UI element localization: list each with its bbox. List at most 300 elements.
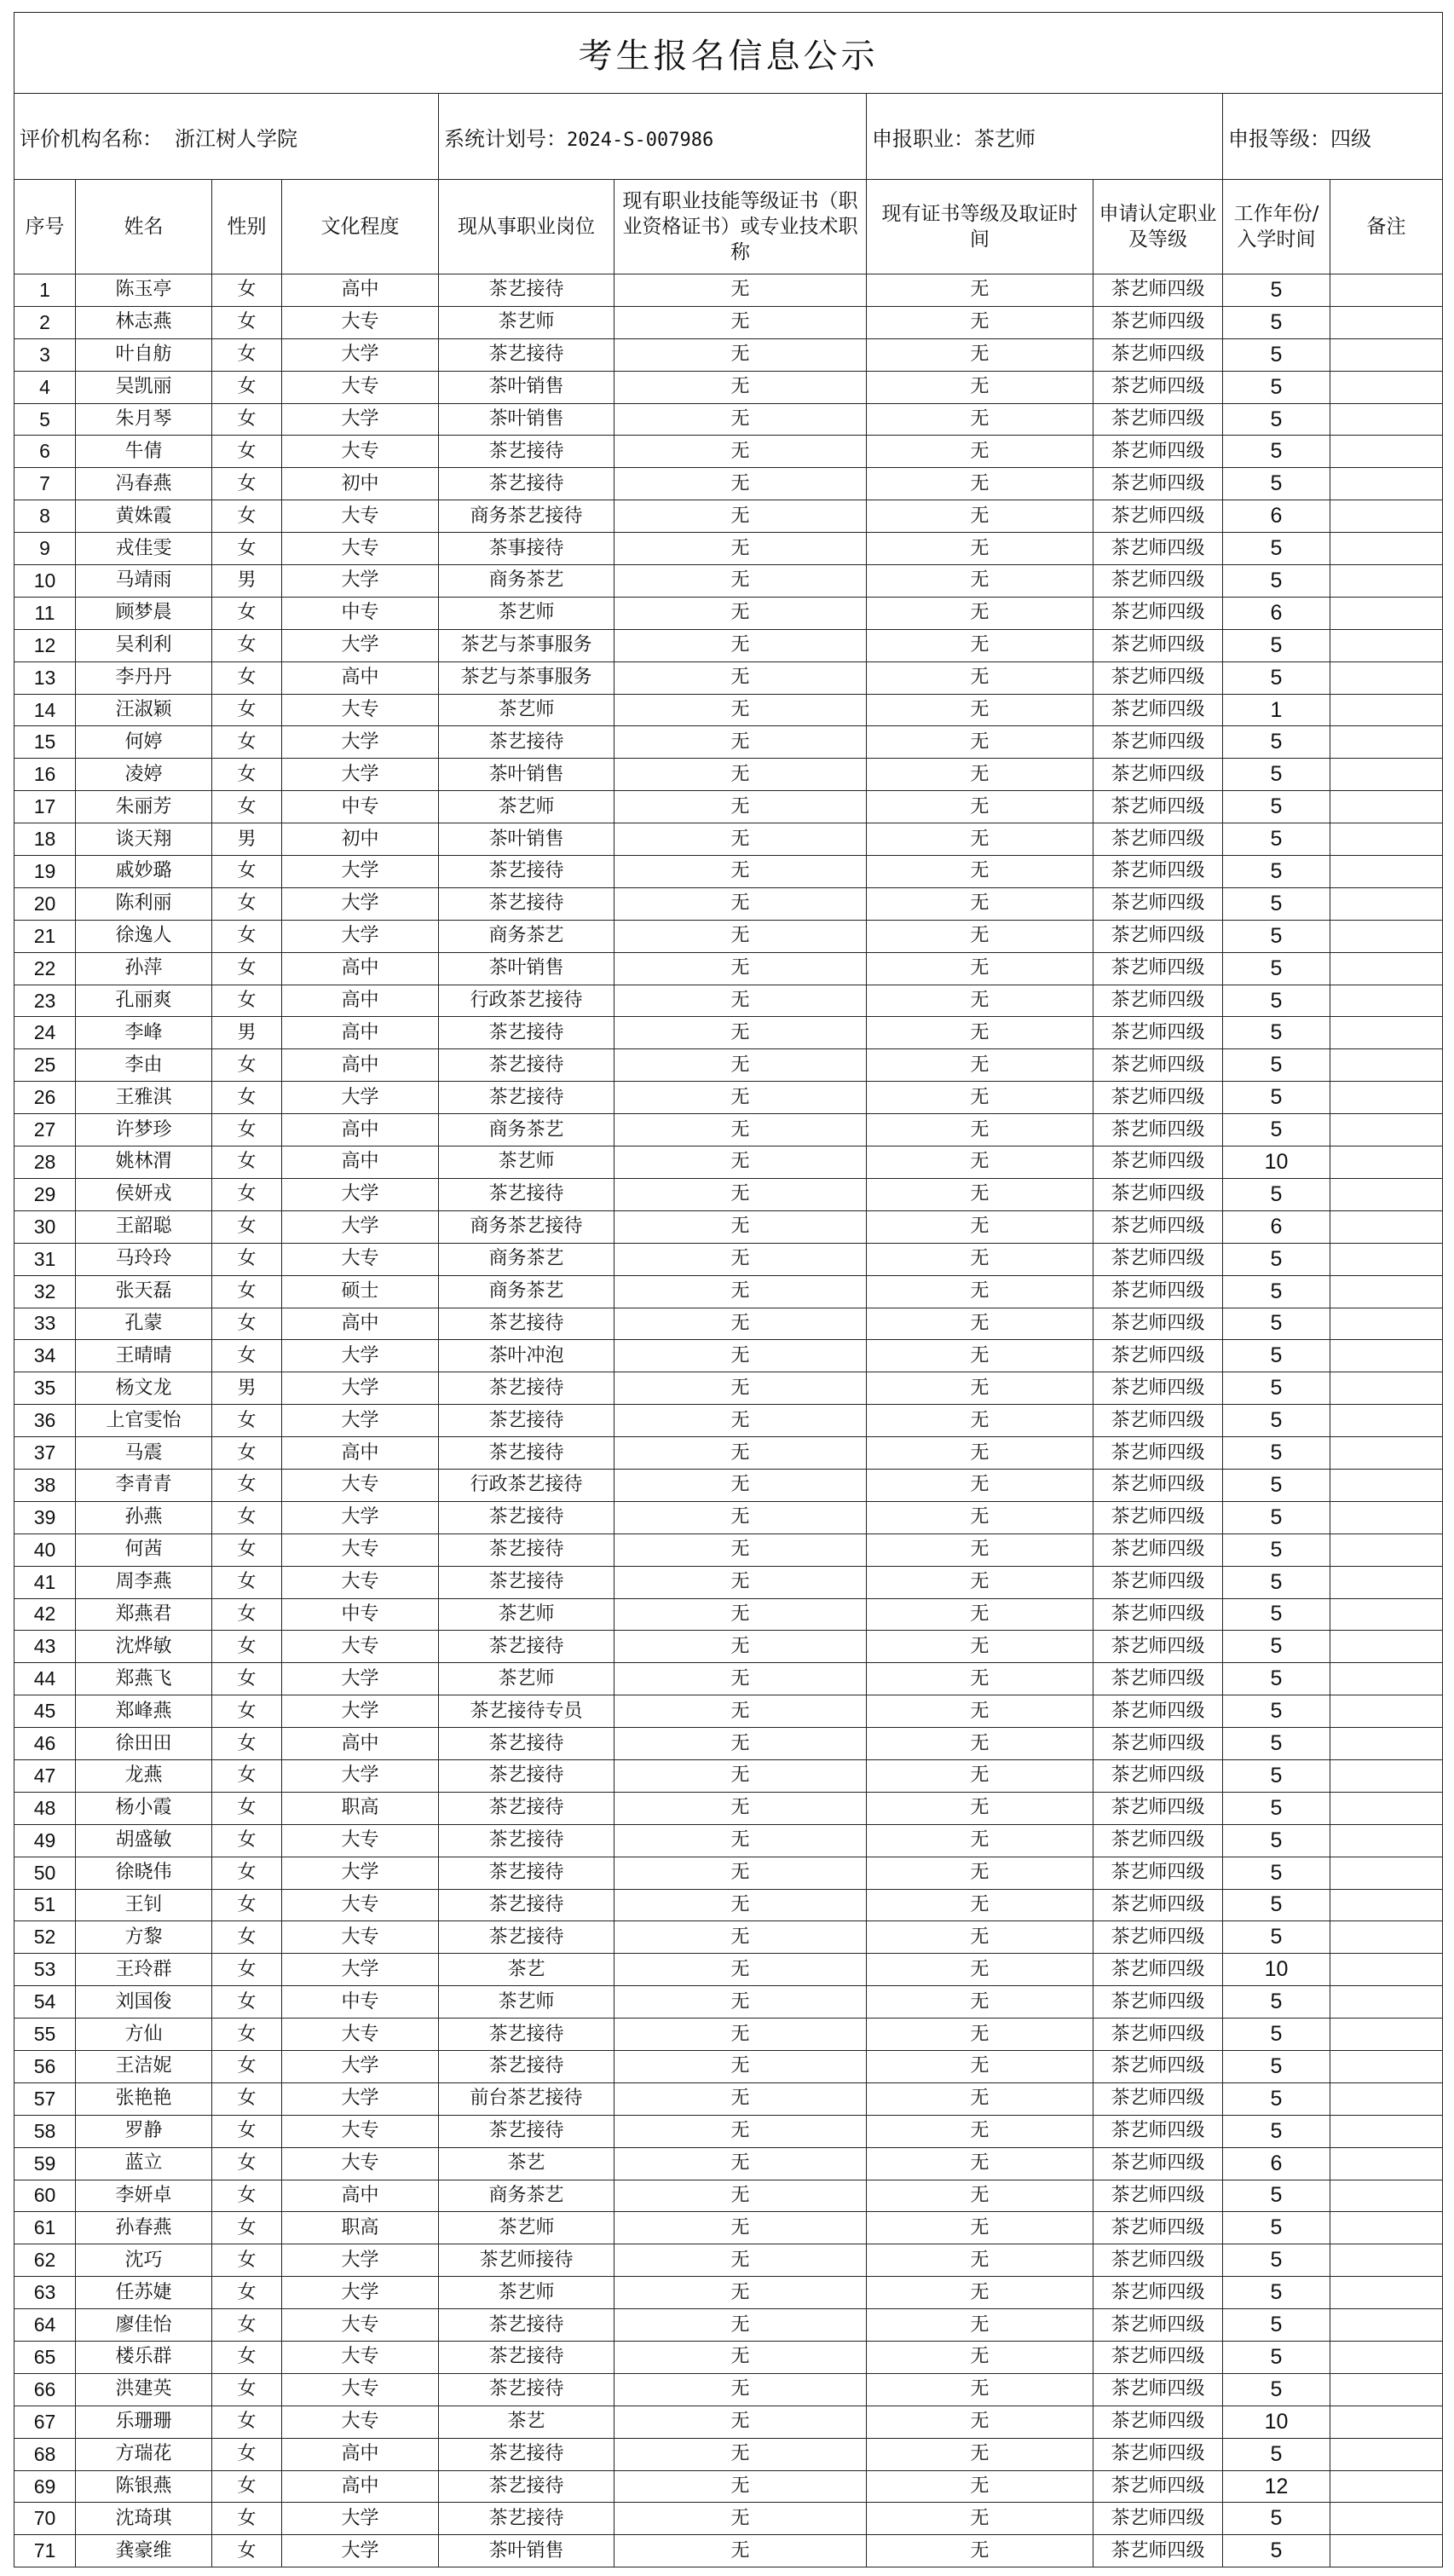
cell-work-years: 5 [1223, 338, 1330, 371]
cell-gender: 女 [212, 1469, 282, 1501]
cell-education: 大学 [282, 1405, 439, 1437]
cell-apply-level: 茶艺师四级 [1093, 1728, 1223, 1760]
cell-gender: 女 [212, 856, 282, 888]
cell-cert: 无 [614, 2019, 867, 2051]
level-label: 申报等级： [1228, 126, 1330, 151]
cell-position: 茶艺接待 [439, 1082, 614, 1114]
cell-name: 王晴晴 [76, 1340, 212, 1372]
cell-gender: 女 [212, 1954, 282, 1986]
table-row [14, 468, 1443, 500]
cell-seq: 59 [14, 2147, 76, 2180]
table-row [14, 1469, 1443, 1501]
cell-name: 陈利丽 [76, 887, 212, 920]
cell-education: 大学 [282, 1210, 439, 1243]
cell-name: 王玲群 [76, 1954, 212, 1986]
cell-work-years: 5 [1223, 533, 1330, 565]
cell-position: 茶艺师 [439, 1146, 614, 1179]
registration-table [14, 12, 1443, 2567]
header-position: 现从事职业岗位 [439, 180, 614, 274]
cell-remark [1330, 985, 1443, 1017]
cell-cert-level-time: 无 [867, 2373, 1093, 2406]
cell-apply-level: 茶艺师四级 [1093, 2309, 1223, 2342]
cell-remark [1330, 1405, 1443, 1437]
cell-education: 大专 [282, 306, 439, 338]
level-value: 四级 [1330, 126, 1371, 151]
cell-work-years: 1 [1223, 694, 1330, 726]
cell-seq: 67 [14, 2406, 76, 2438]
cell-education: 高中 [282, 985, 439, 1017]
cell-education: 大学 [282, 1695, 439, 1728]
cell-gender: 女 [212, 533, 282, 565]
cell-position: 茶叶销售 [439, 403, 614, 436]
cell-name: 陈银燕 [76, 2470, 212, 2503]
cell-work-years: 6 [1223, 1210, 1330, 1243]
cell-apply-level: 茶艺师四级 [1093, 2244, 1223, 2277]
cell-cert-level-time: 无 [867, 1759, 1093, 1792]
cell-name: 李青青 [76, 1469, 212, 1501]
cell-name: 孔丽爽 [76, 985, 212, 1017]
cell-remark [1330, 1857, 1443, 1889]
cell-gender: 女 [212, 1889, 282, 1921]
cell-apply-level: 茶艺师四级 [1093, 1986, 1223, 2019]
cell-education: 职高 [282, 2212, 439, 2244]
cell-education: 高中 [282, 1146, 439, 1179]
cell-name: 王雅淇 [76, 1082, 212, 1114]
cell-name: 李峰 [76, 1017, 212, 1049]
cell-remark [1330, 468, 1443, 500]
cell-apply-level: 茶艺师四级 [1093, 2050, 1223, 2082]
cell-position: 茶艺接待 [439, 1017, 614, 1049]
cell-remark [1330, 1340, 1443, 1372]
cell-apply-level: 茶艺师四级 [1093, 403, 1223, 436]
cell-cert-level-time: 无 [867, 1017, 1093, 1049]
table-row [14, 1082, 1443, 1114]
cell-cert: 无 [614, 1146, 867, 1179]
cell-name: 冯春燕 [76, 468, 212, 500]
cell-name: 郑燕飞 [76, 1663, 212, 1695]
cell-remark [1330, 2050, 1443, 2082]
cell-cert-level-time: 无 [867, 1308, 1093, 1340]
cell-education: 大专 [282, 2342, 439, 2374]
cell-cert: 无 [614, 2212, 867, 2244]
cell-cert: 无 [614, 726, 867, 759]
cell-apply-level: 茶艺师四级 [1093, 2147, 1223, 2180]
cell-seq: 27 [14, 1114, 76, 1146]
cell-name: 王洁妮 [76, 2050, 212, 2082]
cell-remark [1330, 1114, 1443, 1146]
cell-gender: 女 [212, 1114, 282, 1146]
table-row [14, 2373, 1443, 2406]
cell-name: 洪建英 [76, 2373, 212, 2406]
cell-remark [1330, 371, 1443, 403]
cell-name: 吴利利 [76, 629, 212, 661]
cell-cert-level-time: 无 [867, 856, 1093, 888]
table-row [14, 791, 1443, 823]
cell-work-years: 5 [1223, 2503, 1330, 2535]
cell-remark [1330, 1631, 1443, 1663]
cell-work-years: 5 [1223, 1857, 1330, 1889]
cell-cert-level-time: 无 [867, 1695, 1093, 1728]
table-row [14, 2535, 1443, 2567]
table-row [14, 1857, 1443, 1889]
cell-position: 茶艺接待专员 [439, 1695, 614, 1728]
cell-cert: 无 [614, 2342, 867, 2374]
cell-position: 茶艺 [439, 2406, 614, 2438]
cell-cert-level-time: 无 [867, 920, 1093, 952]
cell-work-years: 5 [1223, 2180, 1330, 2212]
table-row [14, 2180, 1443, 2212]
cell-remark [1330, 2342, 1443, 2374]
cell-education: 大学 [282, 2277, 439, 2309]
cell-remark [1330, 1986, 1443, 2019]
cell-cert-level-time: 无 [867, 338, 1093, 371]
cell-name: 徐逸人 [76, 920, 212, 952]
table-row [14, 2342, 1443, 2374]
cell-remark [1330, 1824, 1443, 1857]
cell-gender: 女 [212, 1437, 282, 1470]
table-row [14, 371, 1443, 403]
cell-education: 大专 [282, 2115, 439, 2147]
cell-position: 商务茶艺 [439, 1275, 614, 1308]
cell-remark [1330, 629, 1443, 661]
cell-gender: 女 [212, 629, 282, 661]
cell-education: 大专 [282, 694, 439, 726]
cell-remark [1330, 274, 1443, 307]
cell-seq: 40 [14, 1533, 76, 1566]
cell-cert: 无 [614, 1178, 867, 1210]
cell-seq: 36 [14, 1405, 76, 1437]
cell-remark [1330, 533, 1443, 565]
cell-work-years: 5 [1223, 1405, 1330, 1437]
org-info [14, 94, 439, 180]
cell-name: 沈巧 [76, 2244, 212, 2277]
table-row [14, 1017, 1443, 1049]
table-row [14, 2470, 1443, 2503]
cell-cert: 无 [614, 1631, 867, 1663]
cell-name: 李丹丹 [76, 661, 212, 694]
cell-work-years: 5 [1223, 2373, 1330, 2406]
cell-remark [1330, 1146, 1443, 1179]
cell-apply-level: 茶艺师四级 [1093, 1178, 1223, 1210]
cell-cert: 无 [614, 952, 867, 985]
cell-name: 胡盛敏 [76, 1824, 212, 1857]
cell-cert: 无 [614, 500, 867, 533]
cell-apply-level: 茶艺师四级 [1093, 436, 1223, 468]
cell-work-years: 5 [1223, 856, 1330, 888]
cell-position: 茶艺接待 [439, 2373, 614, 2406]
cell-gender: 女 [212, 726, 282, 759]
cell-seq: 38 [14, 1469, 76, 1501]
cell-cert-level-time: 无 [867, 726, 1093, 759]
cell-name: 李由 [76, 1049, 212, 1082]
cell-name: 杨小霞 [76, 1792, 212, 1824]
cell-education: 高中 [282, 952, 439, 985]
cell-seq: 63 [14, 2277, 76, 2309]
cell-cert-level-time: 无 [867, 2406, 1093, 2438]
cell-work-years: 5 [1223, 629, 1330, 661]
cell-work-years: 5 [1223, 1598, 1330, 1631]
cell-gender: 女 [212, 2180, 282, 2212]
cell-education: 大专 [282, 1566, 439, 1598]
cell-apply-level: 茶艺师四级 [1093, 338, 1223, 371]
cell-seq: 17 [14, 791, 76, 823]
cell-position: 茶艺 [439, 2147, 614, 2180]
cell-position: 茶艺师 [439, 694, 614, 726]
cell-seq: 24 [14, 1017, 76, 1049]
cell-name: 张艳艳 [76, 2082, 212, 2115]
cell-gender: 女 [212, 2115, 282, 2147]
cell-education: 高中 [282, 1049, 439, 1082]
cell-seq: 39 [14, 1501, 76, 1533]
cell-education: 中专 [282, 1986, 439, 2019]
cell-position: 行政茶艺接待 [439, 1469, 614, 1501]
cell-work-years: 5 [1223, 887, 1330, 920]
cell-remark [1330, 1082, 1443, 1114]
table-row [14, 2438, 1443, 2470]
cell-position: 茶叶销售 [439, 952, 614, 985]
cell-seq: 44 [14, 1663, 76, 1695]
occupation-label: 申报职业： [872, 126, 974, 151]
cell-cert-level-time: 无 [867, 1857, 1093, 1889]
cell-cert: 无 [614, 1501, 867, 1533]
cell-education: 大学 [282, 1759, 439, 1792]
cell-apply-level: 茶艺师四级 [1093, 1663, 1223, 1695]
cell-position: 茶艺接待 [439, 2019, 614, 2051]
table-row [14, 1049, 1443, 1082]
cell-name: 谈天翔 [76, 823, 212, 856]
cell-gender: 女 [212, 1049, 282, 1082]
cell-education: 高中 [282, 1437, 439, 1470]
table-row [14, 597, 1443, 629]
cell-work-years: 5 [1223, 1082, 1330, 1114]
cell-apply-level: 茶艺师四级 [1093, 2503, 1223, 2535]
cell-work-years: 5 [1223, 2277, 1330, 2309]
cell-work-years: 5 [1223, 565, 1330, 598]
cell-remark [1330, 2373, 1443, 2406]
cell-cert: 无 [614, 791, 867, 823]
table-row [14, 1921, 1443, 1954]
cell-apply-level: 茶艺师四级 [1093, 661, 1223, 694]
cell-position: 茶艺接待 [439, 1631, 614, 1663]
cell-gender: 女 [212, 2147, 282, 2180]
table-row [14, 629, 1443, 661]
cell-cert-level-time: 无 [867, 2470, 1093, 2503]
cell-cert: 无 [614, 1824, 867, 1857]
cell-position: 茶叶销售 [439, 823, 614, 856]
cell-apply-level: 茶艺师四级 [1093, 985, 1223, 1017]
table-row [14, 985, 1443, 1017]
cell-seq: 29 [14, 1178, 76, 1210]
cell-cert: 无 [614, 2244, 867, 2277]
cell-gender: 女 [212, 2050, 282, 2082]
cell-seq: 51 [14, 1889, 76, 1921]
cell-seq: 70 [14, 2503, 76, 2535]
cell-seq: 64 [14, 2309, 76, 2342]
cell-cert: 无 [614, 1598, 867, 1631]
cell-cert-level-time: 无 [867, 1792, 1093, 1824]
cell-gender: 女 [212, 371, 282, 403]
cell-cert: 无 [614, 1954, 867, 1986]
cell-remark [1330, 1372, 1443, 1405]
cell-seq: 35 [14, 1372, 76, 1405]
cell-remark [1330, 1792, 1443, 1824]
table-row [14, 1986, 1443, 2019]
cell-seq: 56 [14, 2050, 76, 2082]
cell-gender: 女 [212, 1759, 282, 1792]
cell-name: 周李燕 [76, 1566, 212, 1598]
cell-seq: 13 [14, 661, 76, 694]
cell-remark [1330, 1695, 1443, 1728]
cell-education: 大专 [282, 533, 439, 565]
cell-seq: 15 [14, 726, 76, 759]
cell-name: 朱丽芳 [76, 791, 212, 823]
table-row [14, 1889, 1443, 1921]
cell-position: 茶事接待 [439, 533, 614, 565]
cell-apply-level: 茶艺师四级 [1093, 1082, 1223, 1114]
cell-apply-level: 茶艺师四级 [1093, 1954, 1223, 1986]
table-row [14, 500, 1443, 533]
cell-name: 徐晓伟 [76, 1857, 212, 1889]
cell-cert-level-time: 无 [867, 1082, 1093, 1114]
cell-work-years: 5 [1223, 1437, 1330, 1470]
table-row [14, 823, 1443, 856]
cell-position: 茶艺接待 [439, 1824, 614, 1857]
cell-seq: 37 [14, 1437, 76, 1470]
cell-cert: 无 [614, 1759, 867, 1792]
cell-remark [1330, 2082, 1443, 2115]
cell-seq: 16 [14, 759, 76, 791]
cell-work-years: 6 [1223, 2147, 1330, 2180]
cell-position: 茶艺师 [439, 1986, 614, 2019]
cell-cert: 无 [614, 2535, 867, 2567]
cell-position: 商务茶艺接待 [439, 500, 614, 533]
cell-cert-level-time: 无 [867, 2342, 1093, 2374]
cell-cert: 无 [614, 2503, 867, 2535]
table-row [14, 2212, 1443, 2244]
cell-work-years: 10 [1223, 1146, 1330, 1179]
cell-seq: 41 [14, 1566, 76, 1598]
cell-name: 朱月琴 [76, 403, 212, 436]
cell-education: 中专 [282, 1598, 439, 1631]
cell-cert-level-time: 无 [867, 2082, 1093, 2115]
cell-education: 高中 [282, 1308, 439, 1340]
cell-seq: 28 [14, 1146, 76, 1179]
cell-seq: 10 [14, 565, 76, 598]
cell-cert: 无 [614, 694, 867, 726]
cell-cert: 无 [614, 887, 867, 920]
cell-work-years: 5 [1223, 2212, 1330, 2244]
cell-education: 大专 [282, 1631, 439, 1663]
cell-apply-level: 茶艺师四级 [1093, 2019, 1223, 2051]
cell-remark [1330, 952, 1443, 985]
cell-apply-level: 茶艺师四级 [1093, 1921, 1223, 1954]
cell-position: 茶艺接待 [439, 436, 614, 468]
cell-work-years: 5 [1223, 1049, 1330, 1082]
cell-seq: 25 [14, 1049, 76, 1082]
cell-seq: 8 [14, 500, 76, 533]
cell-position: 商务茶艺 [439, 920, 614, 952]
cell-apply-level: 茶艺师四级 [1093, 694, 1223, 726]
cell-education: 大专 [282, 2147, 439, 2180]
cell-cert-level-time: 无 [867, 565, 1093, 598]
table-row [14, 1631, 1443, 1663]
table-row [14, 1695, 1443, 1728]
cell-cert: 无 [614, 468, 867, 500]
cell-name: 叶自舫 [76, 338, 212, 371]
table-row [14, 661, 1443, 694]
cell-cert-level-time: 无 [867, 629, 1093, 661]
cell-name: 何茜 [76, 1533, 212, 1566]
cell-cert: 无 [614, 1792, 867, 1824]
cell-remark [1330, 2503, 1443, 2535]
cell-gender: 女 [212, 1275, 282, 1308]
cell-apply-level: 茶艺师四级 [1093, 1824, 1223, 1857]
cell-cert-level-time: 无 [867, 1437, 1093, 1470]
cell-education: 大专 [282, 371, 439, 403]
cell-cert: 无 [614, 1275, 867, 1308]
cell-position: 茶艺接待 [439, 338, 614, 371]
cell-seq: 55 [14, 2019, 76, 2051]
cell-apply-level: 茶艺师四级 [1093, 952, 1223, 985]
cell-cert: 无 [614, 1372, 867, 1405]
cell-work-years: 5 [1223, 791, 1330, 823]
cell-cert-level-time: 无 [867, 274, 1093, 307]
cell-education: 高中 [282, 1728, 439, 1760]
cell-name: 王韶聪 [76, 1210, 212, 1243]
plan-info [439, 94, 867, 180]
cell-gender: 女 [212, 2019, 282, 2051]
cell-education: 高中 [282, 274, 439, 307]
cell-cert-level-time: 无 [867, 1210, 1093, 1243]
cell-remark [1330, 1501, 1443, 1533]
cell-name: 姚林渭 [76, 1146, 212, 1179]
cell-gender: 女 [212, 985, 282, 1017]
cell-remark [1330, 306, 1443, 338]
cell-gender: 男 [212, 1017, 282, 1049]
cell-gender: 女 [212, 1146, 282, 1179]
cell-seq: 18 [14, 823, 76, 856]
cell-gender: 女 [212, 791, 282, 823]
table-row [14, 1114, 1443, 1146]
cell-position: 茶艺接待 [439, 1372, 614, 1405]
cell-cert: 无 [614, 306, 867, 338]
cell-name: 任苏婕 [76, 2277, 212, 2309]
cell-position: 茶叶销售 [439, 371, 614, 403]
cell-apply-level: 茶艺师四级 [1093, 533, 1223, 565]
cell-seq: 22 [14, 952, 76, 985]
cell-education: 大学 [282, 1372, 439, 1405]
cell-gender: 女 [212, 468, 282, 500]
header-row [14, 180, 1443, 274]
cell-cert: 无 [614, 1728, 867, 1760]
cell-position: 茶艺接待 [439, 887, 614, 920]
cell-work-years: 5 [1223, 952, 1330, 985]
cell-cert: 无 [614, 2147, 867, 2180]
cell-work-years: 5 [1223, 1275, 1330, 1308]
cell-name: 凌婷 [76, 759, 212, 791]
cell-gender: 女 [212, 952, 282, 985]
cell-cert: 无 [614, 2309, 867, 2342]
cell-work-years: 5 [1223, 468, 1330, 500]
table-row [14, 2019, 1443, 2051]
cell-cert: 无 [614, 1049, 867, 1082]
table-row [14, 1663, 1443, 1695]
cell-education: 大学 [282, 403, 439, 436]
cell-work-years: 5 [1223, 1566, 1330, 1598]
cell-apply-level: 茶艺师四级 [1093, 1114, 1223, 1146]
cell-apply-level: 茶艺师四级 [1093, 597, 1223, 629]
cell-apply-level: 茶艺师四级 [1093, 1857, 1223, 1889]
